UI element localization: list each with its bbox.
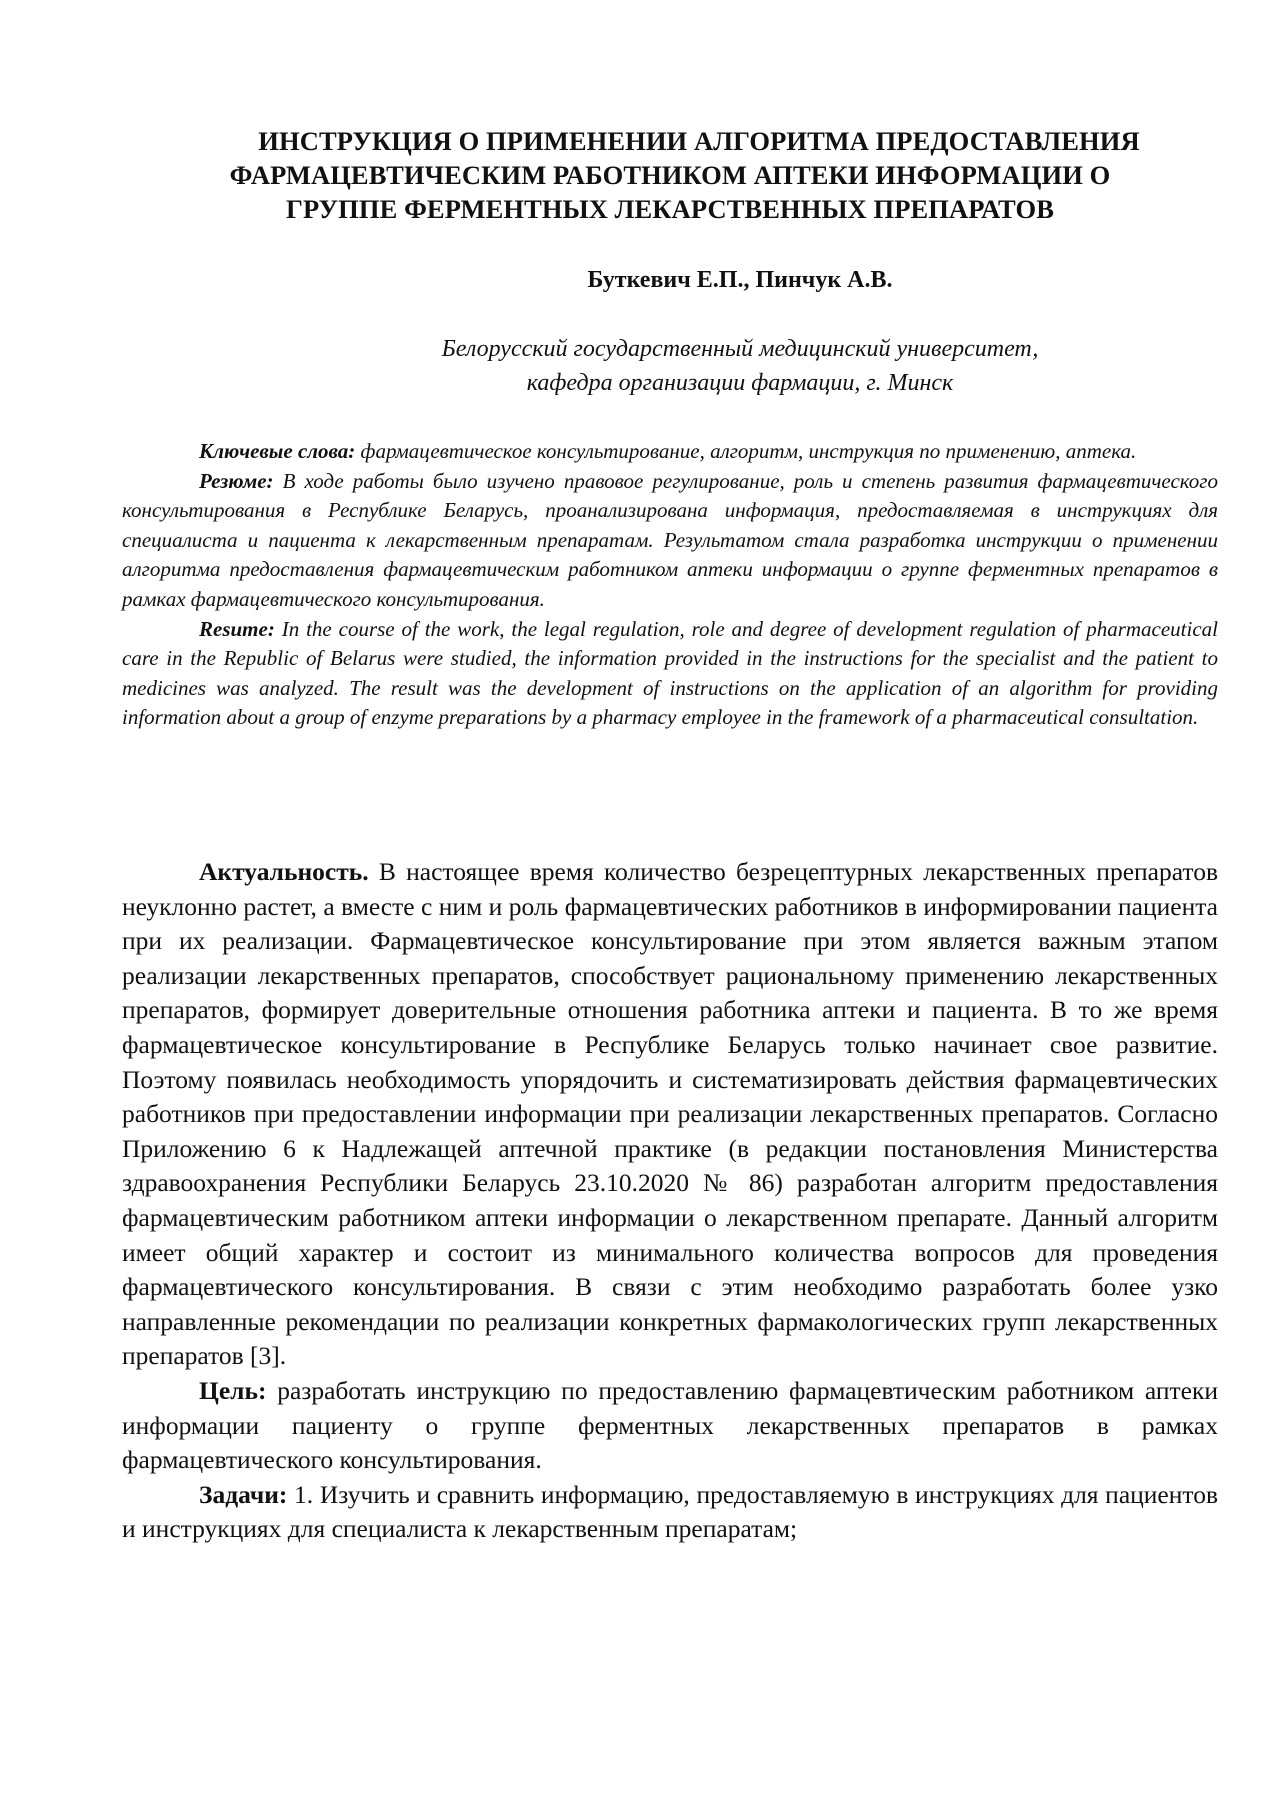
- relevance-paragraph: [122, 855, 1218, 1374]
- goal-paragraph: [122, 1374, 1218, 1478]
- resume-en-text: In the course of the work, the legal regulation, role and degree of development regulation of pharmaceutical care in the Republic of Belarus were studied, the information provided in the instructions for the specialist and the patient to medicines was analyzed. The result was the development of instructions on the application of an algorithm for providing information about a group of enzyme preparations by a pharmacy employee in the framework of a pharmaceutical consultation.: [122, 616, 1218, 730]
- affiliation: [122, 332, 1218, 400]
- title-line-1: ИНСТРУКЦИЯ О ПРИМЕНЕНИИ АЛГОРИТМА ПРЕДОСТАВЛЕНИЯ: [258, 126, 1140, 156]
- authors: Буткевич Е.П., Пинчук А.В.: [587, 267, 893, 293]
- relevance-text: В настоящее время количество безрецептурных лекарственных препаратов неуклонно растет, а вместе с ним и роль фармацевтических работников в информировании пациента при их реализации. Фармацевтическое консультирование при этом является важным этапом реализации лекарственных препаратов, способствует рациональному применению лекарственных препаратов, формирует доверительные отношения работника аптеки и пациента. В то же время фармацевтическое консультирование в Республике Беларусь только начинает свое развитие. Поэтому появилась необходимость упорядочить и систематизировать действия фармацевтических работников при предоставлении информации при реализации лекарственных препаратов. Согласно Приложению 6 к Надлежащей аптечной практике (в редакции постановления Министерства здравоохранения Республики Беларусь 23.10.2020 № 86) разработан алгоритм предоставления фармацевтическим работником аптеки информации о лекарственном препарате. Данный алгоритм имеет общий характер и состоит из минимального количества вопросов для проведения фармацевтического консультирования. В связи с этим необходимо разработать более узко направленные рекомендации по реализации конкретных фармакологических групп лекарственных препаратов [3].: [122, 857, 1218, 1371]
- resume-ru-text: В ходе работы было изучено правовое регулирование, роль и степень развития фармацевтического консультирования в Республике Беларусь, проанализирована информация, предоставляемая в инструкциях для специалиста и пациента к лекарственным препаратам. Результатом стала разработка инструкции о применении алгоритма предоставления фармацевтическим работником аптеки информации о группе ферментных препаратов в рамках фармацевтического консультирования.: [122, 468, 1218, 611]
- paper-title: [122, 124, 1218, 226]
- resume-en-paragraph: [122, 615, 1218, 733]
- keywords-text: фармацевтическое консультирование, алгоритм, инструкция по применению, аптека.: [355, 439, 1137, 463]
- goal-text: разработать инструкцию по предоставлению фармацевтическим работником аптеки информации пациенту о группе ферментных лекарственных препаратов в рамках фармацевтического консультирования.: [122, 1375, 1218, 1475]
- resume-ru-label: Резюме:: [199, 468, 274, 493]
- keywords-label: Ключевые слова:: [199, 439, 356, 463]
- affiliation-line-1: Белорусский государственный медицинский университет,: [441, 336, 1039, 362]
- abstract-section: [122, 437, 1218, 733]
- title-line-3: ГРУППЕ ФЕРМЕНТНЫХ ЛЕКАРСТВЕННЫХ ПРЕПАРАТОВ: [286, 194, 1054, 224]
- goal-label: Цель:: [199, 1375, 267, 1405]
- tasks-paragraph: [122, 1478, 1218, 1547]
- tasks-label: Задачи:: [199, 1479, 288, 1509]
- resume-ru-paragraph: [122, 467, 1218, 615]
- tasks-text: 1. Изучить и сравнить информацию, предоставляемую в инструкциях для пациентов и инструкциях для специалиста к лекарственным препаратам;: [122, 1479, 1218, 1544]
- affiliation-line-2: кафедра организации фармации, г. Минск: [526, 370, 954, 396]
- relevance-label: Актуальность.: [199, 857, 369, 886]
- resume-en-label: Resume:: [199, 616, 275, 641]
- title-line-2: ФАРМАЦЕВТИЧЕСКИМ РАБОТНИКОМ АПТЕКИ ИНФОРМАЦИИ О: [229, 160, 1111, 190]
- keywords-paragraph: [122, 437, 1218, 467]
- body-section: [122, 855, 1218, 1547]
